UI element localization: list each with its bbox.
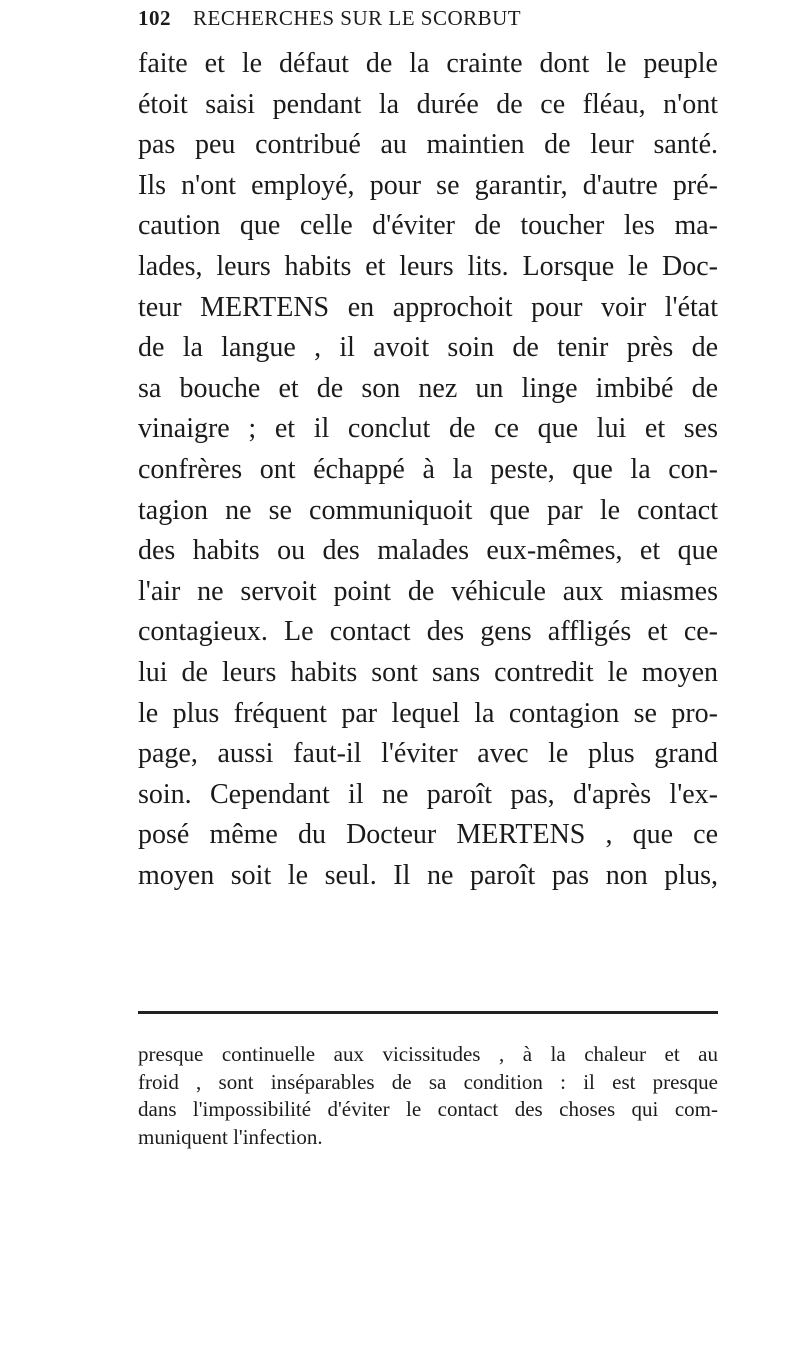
text-line: tagion ne se communiquoit que par le contact: [138, 494, 718, 526]
footnote-line: muniquent l'infection.: [138, 1124, 323, 1149]
text-line: pas peu contribué au maintien de leur santé.: [138, 129, 718, 161]
footnote-divider: [138, 1011, 718, 1014]
text-line: contagieux. Le contact des gens affligés et ce-: [138, 616, 718, 648]
text-line: sa bouche et de son nez un linge imbibé de: [138, 372, 718, 404]
text-line: Ils n'ont employé, pour se garantir, d'autre pré-: [138, 169, 718, 201]
footnote-line: dans l'impossibilité d'éviter le contact des choses qui com-: [138, 1097, 718, 1122]
text-line: étoit saisi pendant la durée de ce fléau, n'ont: [138, 88, 718, 120]
text-line: page, aussi faut-il l'éviter avec le plus grand: [138, 738, 718, 770]
footnote-line: froid , sont inséparables de sa condition : il est presque: [138, 1069, 718, 1094]
footnote: [138, 1041, 718, 1151]
text-line: lades, leurs habits et leurs lits. Lorsque le Doc-: [138, 250, 718, 282]
text-line: lui de leurs habits sont sans contredit le moyen: [138, 656, 718, 688]
page-number: 102: [138, 6, 171, 30]
text-line: teur MERTENS en approchoit pour voir l'état: [138, 291, 718, 323]
text-line: confrères ont échappé à la peste, que la con-: [138, 453, 718, 485]
page-header: [138, 6, 698, 36]
text-line: des habits ou des malades eux-mêmes, et que: [138, 535, 718, 567]
text-line: posé même du Docteur MERTENS , que ce: [138, 819, 718, 851]
text-line: soin. Cependant il ne paroît pas, d'après l'ex-: [138, 778, 718, 810]
footnote-line: presque continuelle aux vicissitudes , à la chaleur et au: [138, 1042, 718, 1066]
text-line: moyen soit le seul. Il ne paroît pas non plus,: [138, 859, 718, 891]
main-text: [138, 44, 718, 896]
text-line: faite et le défaut de la crainte dont le peuple: [138, 48, 718, 79]
text-line: vinaigre ; et il conclut de ce que lui et ses: [138, 413, 718, 445]
running-title: RECHERCHES SUR LE SCORBUT: [193, 6, 522, 30]
text-line: caution que celle d'éviter de toucher les ma-: [138, 210, 718, 242]
text-line: le plus fréquent par lequel la contagion se pro-: [138, 697, 718, 729]
text-line: l'air ne servoit point de véhicule aux miasmes: [138, 575, 718, 607]
text-line: de la langue , il avoit soin de tenir près de: [138, 332, 718, 364]
